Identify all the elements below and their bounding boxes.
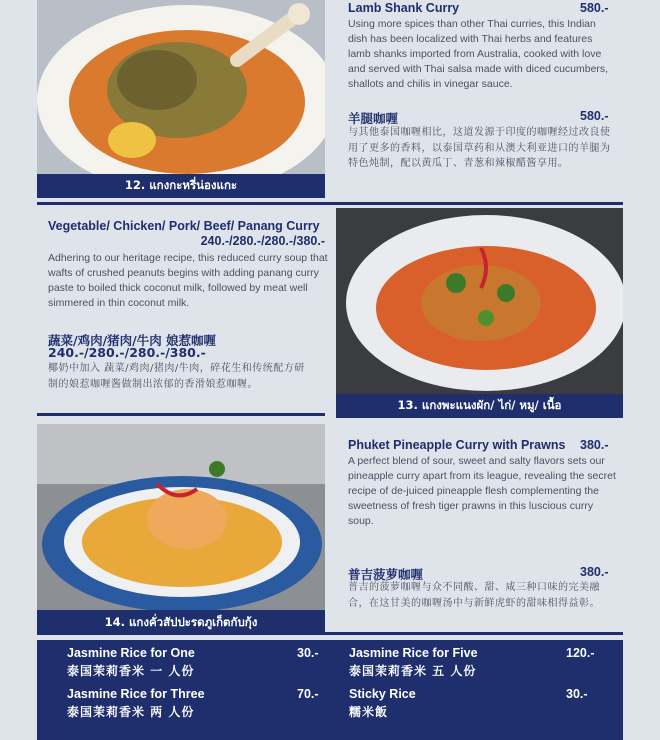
lamb-cn-description: 与其他泰国咖喱相比，这道发源于印度的咖喱经过改良使用了更多的香料，以泰国草药和从澳大利亚进口的羊腿为特色炖制，配以黄瓜丁、青葱和辣椒醋酱享用。 (348, 127, 611, 169)
lamb-cn-price: 580.- (580, 109, 609, 123)
section-divider (37, 202, 623, 205)
section-divider (325, 632, 623, 635)
panang-price: 240.-/280.-/280.-/380.- (200, 234, 325, 248)
rice-price: 70.- (297, 687, 319, 701)
panang-caption: 13. แกงพะแนงผัก/ ไก่/ หมู/ เนื้อ (336, 394, 623, 418)
pineapple-cn-price: 380.- (580, 565, 609, 579)
panang-cn-price: 240.-/280.-/280.-/380.- (48, 345, 206, 360)
rice-cn: 糯米飯 (349, 705, 389, 719)
section-divider (37, 413, 325, 416)
lamb-caption: 12. แกงกะหรี่น่องแกะ (37, 174, 325, 198)
pineapple-photo (37, 424, 325, 610)
rice-price: 120.- (566, 646, 595, 660)
panang-title: Vegetable/ Chicken/ Pork/ Beef/ Panang Curry (48, 219, 320, 233)
pineapple-description: A perfect blend of sour, sweet and salty flavors sets our pineapple curry apart from its league, revealing the secret recipe of de-juiced pineapple flesh complementing the sweetness of fresh tiger prawns in this luscious curry soup. (348, 455, 616, 527)
rice-panel (37, 640, 623, 740)
rice-cn: 泰国茉莉香米 一 人份 (67, 664, 195, 678)
lamb-shank-photo (37, 0, 325, 174)
rice-name: Jasmine Rice for Five (349, 646, 478, 660)
pineapple-cn-description: 普吉的菠萝咖喱与众不同酸、甜、咸三种口味的完美融合，在这甘美的咖喱汤中与新鲜虎虾的甜味相得益彰。 (348, 582, 600, 609)
rice-name: Sticky Rice (349, 687, 416, 701)
panang-cn-title: 蔬菜/鸡肉/猪肉/牛肉 娘惹咖喱 (48, 333, 217, 348)
pineapple-cn-title: 普吉菠萝咖喱 (348, 567, 424, 582)
rice-cn: 泰国茉莉香米 五 人份 (349, 664, 477, 678)
rice-name: Jasmine Rice for Three (67, 687, 205, 701)
rice-cn: 泰国茉莉香米 两 人份 (67, 705, 195, 719)
panang-description: Adhering to our heritage recipe, this reduced curry soup that wafts of crushed peanuts begins with adding panang curry paste to boiled thick coconut milk, followed by meat well simmered in thin coconut milk. (48, 252, 328, 309)
rice-name: Jasmine Rice for One (67, 646, 195, 660)
lamb-cn-title: 羊腿咖喱 (348, 111, 399, 126)
lamb-price: 580.- (580, 1, 609, 15)
pineapple-price: 380.- (580, 438, 609, 452)
rice-price: 30.- (297, 646, 319, 660)
pineapple-caption: 14. แกงคั่วสัปปะรดภูเก็ตกับกุ้ง (37, 610, 325, 635)
lamb-description: Using more spices than other Thai curries, this Indian dish has been localized with Thai herbs and features lamb shanks imported from Australia, cooked with love and served with Thai salsa made with diced cucumbers, shallots and chilis in vinegar sauce. (348, 18, 609, 90)
panang-photo (336, 208, 623, 394)
rice-price: 30.- (566, 687, 588, 701)
pineapple-title: Phuket Pineapple Curry with Prawns (348, 438, 566, 452)
panang-cn-description: 椰奶中加入 蔬菜/鸡肉/猪肉/牛肉，碎花生和传统配方研制的娘惹咖喱酱做制出浓郁的香滑娘惹咖喱。 (48, 363, 305, 390)
lamb-title: Lamb Shank Curry (348, 1, 460, 15)
